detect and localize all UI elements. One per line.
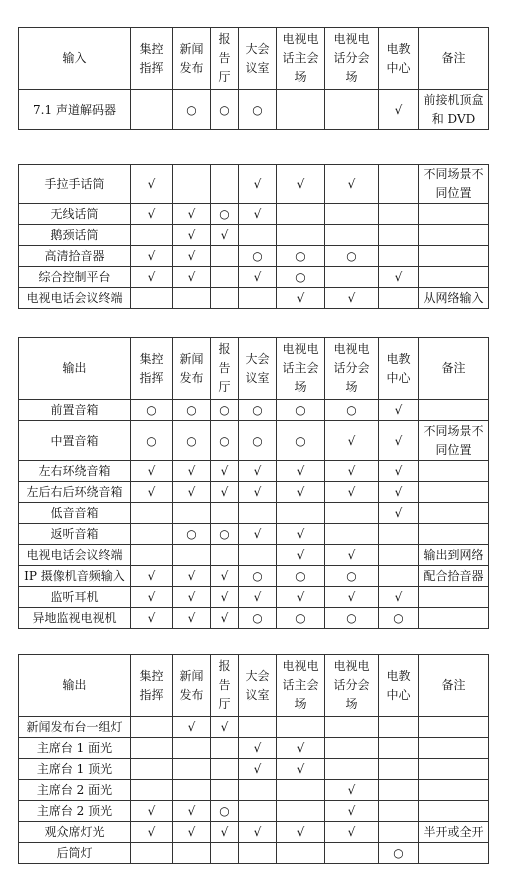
support-mark-cell [277, 90, 325, 130]
support-mark-cell [277, 780, 325, 801]
row-label: 主席台 2 面光 [19, 780, 131, 801]
column-header: 大会 议室 [239, 338, 277, 400]
support-mark-cell: √ [277, 822, 325, 843]
support-mark-cell [131, 524, 173, 545]
support-mark-cell: ○ [173, 421, 211, 461]
support-mark-cell: √ [173, 225, 211, 246]
input-table-decoder [18, 27, 489, 130]
column-header: 电视电 话分会 场 [325, 655, 379, 717]
column-header: 新闻 发布 [173, 338, 211, 400]
column-header: 大会 议室 [239, 28, 277, 90]
support-mark-cell: ○ [131, 421, 173, 461]
support-mark-cell [379, 566, 419, 587]
table-row [19, 400, 489, 421]
support-mark-cell: √ [277, 587, 325, 608]
support-mark-cell [211, 246, 239, 267]
remark-cell: 不同场景不 同位置 [419, 421, 489, 461]
support-mark-cell: √ [211, 822, 239, 843]
support-mark-cell: ○ [277, 608, 325, 629]
support-mark-cell: ○ [277, 566, 325, 587]
remark-cell [419, 587, 489, 608]
row-label: 主席台 2 顶光 [19, 801, 131, 822]
support-mark-cell: ○ [277, 421, 325, 461]
support-mark-cell [173, 545, 211, 566]
support-mark-cell [379, 165, 419, 204]
support-mark-cell: √ [173, 717, 211, 738]
support-mark-cell: √ [239, 822, 277, 843]
support-mark-cell [379, 822, 419, 843]
support-mark-cell: √ [325, 288, 379, 309]
table-row [19, 566, 489, 587]
support-mark-cell: √ [379, 400, 419, 421]
support-mark-cell [131, 288, 173, 309]
support-mark-cell: √ [131, 165, 173, 204]
support-mark-cell: ○ [379, 843, 419, 864]
row-label: 返听音箱 [19, 524, 131, 545]
support-mark-cell: √ [239, 204, 277, 225]
support-mark-cell [379, 717, 419, 738]
column-header: 电视电 话主会 场 [277, 655, 325, 717]
table-row [19, 587, 489, 608]
support-mark-cell [173, 503, 211, 524]
row-label: 新闻发布台一组灯 [19, 717, 131, 738]
row-label: 左右环绕音箱 [19, 461, 131, 482]
row-label: 中置音箱 [19, 421, 131, 461]
remark-cell: 输出到网络 [419, 545, 489, 566]
support-mark-cell [239, 288, 277, 309]
support-mark-cell [325, 90, 379, 130]
column-header: 大会 议室 [239, 655, 277, 717]
table-row [19, 246, 489, 267]
support-mark-cell: √ [325, 545, 379, 566]
remark-cell: 前接机顶盒 和 DVD [419, 90, 489, 130]
support-mark-cell [325, 267, 379, 288]
support-mark-cell [131, 90, 173, 130]
support-mark-cell: √ [239, 482, 277, 503]
support-mark-cell: √ [379, 421, 419, 461]
support-mark-cell: √ [173, 482, 211, 503]
support-mark-cell [211, 780, 239, 801]
row-label: 监听耳机 [19, 587, 131, 608]
support-mark-cell [325, 843, 379, 864]
input-table-microphones [18, 164, 489, 309]
support-mark-cell: ○ [239, 608, 277, 629]
support-mark-cell [211, 759, 239, 780]
row-label: 无线话筒 [19, 204, 131, 225]
support-mark-cell [131, 717, 173, 738]
support-mark-cell [379, 204, 419, 225]
support-mark-cell [211, 165, 239, 204]
row-label: 7.1 声道解码器 [19, 90, 131, 130]
support-mark-cell: ○ [239, 566, 277, 587]
table-header-row [19, 655, 489, 717]
output-table-audio [18, 337, 489, 629]
support-mark-cell: √ [131, 482, 173, 503]
support-mark-cell [131, 843, 173, 864]
remark-cell [419, 759, 489, 780]
support-mark-cell: √ [379, 503, 419, 524]
row-label: 电视电话会议终端 [19, 288, 131, 309]
column-header: 电教 中心 [379, 338, 419, 400]
support-mark-cell: ○ [379, 608, 419, 629]
remark-cell [419, 246, 489, 267]
support-mark-cell [277, 225, 325, 246]
support-mark-cell: ○ [325, 246, 379, 267]
support-mark-cell: √ [325, 801, 379, 822]
support-mark-cell: ○ [211, 801, 239, 822]
support-mark-cell [131, 780, 173, 801]
support-mark-cell: √ [239, 738, 277, 759]
support-mark-cell: √ [173, 204, 211, 225]
table-row [19, 482, 489, 503]
table-row [19, 822, 489, 843]
support-mark-cell: ○ [173, 90, 211, 130]
support-mark-cell: √ [379, 482, 419, 503]
support-mark-cell [325, 204, 379, 225]
table-row [19, 524, 489, 545]
table-row [19, 717, 489, 738]
support-mark-cell [277, 503, 325, 524]
row-label: 高清拾音器 [19, 246, 131, 267]
column-header: 报 告 厅 [211, 338, 239, 400]
support-mark-cell: √ [211, 482, 239, 503]
column-header: 备注 [419, 28, 489, 90]
support-mark-cell: √ [211, 587, 239, 608]
column-header: 集控 指挥 [131, 655, 173, 717]
support-mark-cell: √ [325, 822, 379, 843]
support-mark-cell [325, 524, 379, 545]
column-header: 电视电 话主会 场 [277, 338, 325, 400]
column-header: 报 告 厅 [211, 28, 239, 90]
support-mark-cell: ○ [211, 400, 239, 421]
support-mark-cell: √ [325, 587, 379, 608]
table-row [19, 204, 489, 225]
column-header: 报 告 厅 [211, 655, 239, 717]
support-mark-cell: ○ [277, 246, 325, 267]
support-mark-cell: √ [379, 267, 419, 288]
remark-cell [419, 225, 489, 246]
support-mark-cell: √ [277, 288, 325, 309]
support-mark-cell: ○ [211, 421, 239, 461]
column-header: 集控 指挥 [131, 28, 173, 90]
support-mark-cell: √ [325, 421, 379, 461]
row-label: 左后右后环绕音箱 [19, 482, 131, 503]
support-mark-cell: ○ [211, 204, 239, 225]
support-mark-cell [277, 717, 325, 738]
support-mark-cell [211, 545, 239, 566]
row-label: 综合控制平台 [19, 267, 131, 288]
support-mark-cell [131, 503, 173, 524]
table-row [19, 503, 489, 524]
row-label: 主席台 1 面光 [19, 738, 131, 759]
remark-cell [419, 204, 489, 225]
support-mark-cell: √ [173, 822, 211, 843]
support-mark-cell: √ [277, 461, 325, 482]
remark-cell [419, 801, 489, 822]
support-mark-cell: √ [131, 566, 173, 587]
remark-cell [419, 400, 489, 421]
remark-cell [419, 482, 489, 503]
table-row [19, 461, 489, 482]
table-row [19, 90, 489, 130]
support-mark-cell: ○ [239, 400, 277, 421]
support-mark-cell [379, 545, 419, 566]
support-mark-cell [211, 288, 239, 309]
remark-cell [419, 717, 489, 738]
row-label: 手拉手话筒 [19, 165, 131, 204]
support-mark-cell [211, 738, 239, 759]
support-mark-cell: ○ [325, 400, 379, 421]
support-mark-cell: ○ [173, 400, 211, 421]
support-mark-cell: √ [239, 267, 277, 288]
support-mark-cell [239, 801, 277, 822]
column-header: 电视电 话分会 场 [325, 28, 379, 90]
support-mark-cell: √ [277, 165, 325, 204]
support-mark-cell [239, 717, 277, 738]
remark-cell: 半开或全开 [419, 822, 489, 843]
remark-cell [419, 843, 489, 864]
support-mark-cell [211, 503, 239, 524]
column-header: 集控 指挥 [131, 338, 173, 400]
support-mark-cell: √ [211, 225, 239, 246]
table-row [19, 225, 489, 246]
support-mark-cell: √ [173, 246, 211, 267]
support-mark-cell: √ [277, 738, 325, 759]
remark-cell [419, 461, 489, 482]
table-row [19, 738, 489, 759]
remark-cell: 不同场景不 同位置 [419, 165, 489, 204]
support-mark-cell: √ [277, 545, 325, 566]
support-mark-cell [379, 738, 419, 759]
table-row [19, 165, 489, 204]
support-mark-cell: √ [131, 267, 173, 288]
support-mark-cell [131, 225, 173, 246]
support-mark-cell [379, 801, 419, 822]
support-mark-cell [277, 204, 325, 225]
support-mark-cell [379, 288, 419, 309]
support-mark-cell [239, 843, 277, 864]
support-mark-cell [131, 545, 173, 566]
support-mark-cell [173, 843, 211, 864]
support-mark-cell [379, 524, 419, 545]
row-label: 异地监视电视机 [19, 608, 131, 629]
support-mark-cell [173, 288, 211, 309]
support-mark-cell [131, 738, 173, 759]
support-mark-cell: √ [173, 566, 211, 587]
support-mark-cell: √ [173, 267, 211, 288]
support-mark-cell: √ [277, 482, 325, 503]
table-row [19, 780, 489, 801]
support-mark-cell [173, 759, 211, 780]
support-mark-cell [277, 843, 325, 864]
table-row [19, 801, 489, 822]
table-row [19, 545, 489, 566]
support-mark-cell [173, 738, 211, 759]
support-mark-cell: √ [131, 246, 173, 267]
support-mark-cell: ○ [239, 421, 277, 461]
support-mark-cell: ○ [325, 608, 379, 629]
support-mark-cell: √ [211, 566, 239, 587]
remark-cell [419, 608, 489, 629]
support-mark-cell [131, 759, 173, 780]
support-mark-cell: √ [239, 587, 277, 608]
support-mark-cell [277, 801, 325, 822]
column-header: 新闻 发布 [173, 655, 211, 717]
support-mark-cell: √ [173, 801, 211, 822]
support-mark-cell [325, 503, 379, 524]
row-label: 电视电话会议终端 [19, 545, 131, 566]
table-row [19, 843, 489, 864]
remark-cell [419, 524, 489, 545]
row-label: IP 摄像机音频输入 [19, 566, 131, 587]
support-mark-cell [239, 780, 277, 801]
support-mark-cell: ○ [239, 90, 277, 130]
support-mark-cell: ○ [131, 400, 173, 421]
table-row [19, 608, 489, 629]
column-header: 输出 [19, 338, 131, 400]
support-mark-cell: √ [325, 780, 379, 801]
column-header: 输入 [19, 28, 131, 90]
column-header: 电教 中心 [379, 28, 419, 90]
support-mark-cell: √ [173, 587, 211, 608]
support-mark-cell: ○ [277, 267, 325, 288]
row-label: 主席台 1 顶光 [19, 759, 131, 780]
support-mark-cell: √ [239, 524, 277, 545]
support-mark-cell [325, 738, 379, 759]
support-mark-cell: √ [211, 717, 239, 738]
support-mark-cell: √ [325, 482, 379, 503]
row-label: 鹅颈话筒 [19, 225, 131, 246]
support-mark-cell: √ [131, 204, 173, 225]
column-header: 电视电 话分会 场 [325, 338, 379, 400]
support-mark-cell [325, 225, 379, 246]
support-mark-cell [379, 780, 419, 801]
row-label: 观众席灯光 [19, 822, 131, 843]
column-header: 电视电 话主会 场 [277, 28, 325, 90]
support-mark-cell: √ [211, 461, 239, 482]
support-mark-cell: ○ [173, 524, 211, 545]
support-mark-cell: ○ [325, 566, 379, 587]
table-header-row [19, 28, 489, 90]
support-mark-cell [325, 759, 379, 780]
table-row [19, 267, 489, 288]
support-mark-cell: √ [131, 801, 173, 822]
column-header: 电教 中心 [379, 655, 419, 717]
row-label: 后筒灯 [19, 843, 131, 864]
column-header: 备注 [419, 338, 489, 400]
support-mark-cell: √ [379, 587, 419, 608]
support-mark-cell: √ [131, 822, 173, 843]
support-mark-cell: √ [239, 759, 277, 780]
support-mark-cell: √ [173, 608, 211, 629]
support-mark-cell [173, 780, 211, 801]
support-mark-cell [239, 545, 277, 566]
support-mark-cell: √ [277, 524, 325, 545]
remark-cell [419, 267, 489, 288]
support-mark-cell [325, 717, 379, 738]
support-mark-cell [239, 503, 277, 524]
support-mark-cell: √ [379, 461, 419, 482]
support-mark-cell [379, 225, 419, 246]
remark-cell: 从网络输入 [419, 288, 489, 309]
support-mark-cell [379, 246, 419, 267]
support-mark-cell: ○ [277, 400, 325, 421]
output-table-lighting [18, 654, 489, 864]
support-mark-cell: √ [131, 587, 173, 608]
table-row [19, 288, 489, 309]
column-header: 新闻 发布 [173, 28, 211, 90]
support-mark-cell: √ [379, 90, 419, 130]
column-header: 备注 [419, 655, 489, 717]
support-mark-cell [211, 843, 239, 864]
support-mark-cell [211, 267, 239, 288]
support-mark-cell [239, 225, 277, 246]
support-mark-cell: ○ [211, 524, 239, 545]
support-mark-cell: ○ [211, 90, 239, 130]
support-mark-cell: √ [239, 165, 277, 204]
support-mark-cell: √ [131, 461, 173, 482]
support-mark-cell: √ [173, 461, 211, 482]
support-mark-cell: √ [325, 165, 379, 204]
support-mark-cell: √ [131, 608, 173, 629]
column-header: 输出 [19, 655, 131, 717]
support-mark-cell [173, 165, 211, 204]
support-mark-cell: √ [277, 759, 325, 780]
support-mark-cell: √ [211, 608, 239, 629]
remark-cell [419, 780, 489, 801]
support-mark-cell [379, 759, 419, 780]
remark-cell [419, 503, 489, 524]
support-mark-cell: ○ [239, 246, 277, 267]
row-label: 前置音箱 [19, 400, 131, 421]
remark-cell: 配合拾音器 [419, 566, 489, 587]
table-header-row [19, 338, 489, 400]
row-label: 低音音箱 [19, 503, 131, 524]
table-row [19, 759, 489, 780]
support-mark-cell: √ [325, 461, 379, 482]
support-mark-cell: √ [239, 461, 277, 482]
table-row [19, 421, 489, 461]
remark-cell [419, 738, 489, 759]
